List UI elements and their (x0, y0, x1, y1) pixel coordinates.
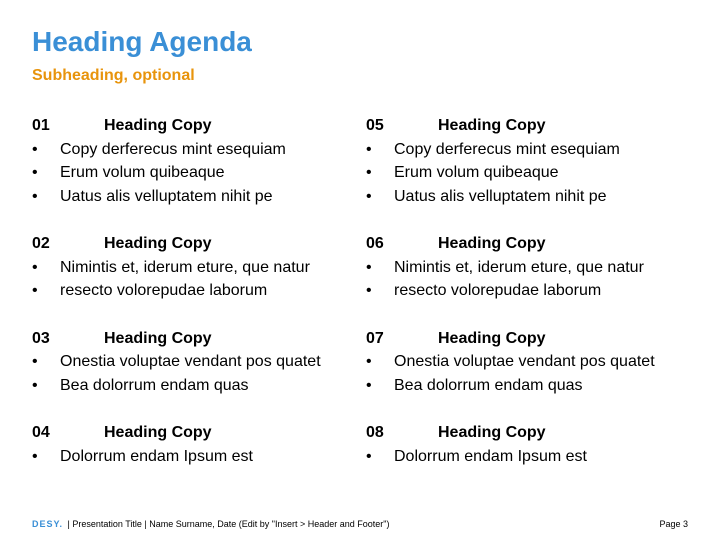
agenda-bullet-text: Erum volum quibeaque (394, 164, 559, 181)
agenda-item-number: 02 (32, 235, 50, 252)
agenda-item-heading: Heading Copy (438, 235, 546, 252)
bullet-icon: • (32, 140, 38, 158)
bullet-icon: • (32, 376, 38, 394)
agenda-item-heading: Heading Copy (104, 424, 212, 441)
agenda-item-number: 03 (32, 329, 50, 347)
agenda-bullet-text: Nimintis et, iderum eture, que natur (60, 258, 310, 276)
page-number: Page 3 (659, 519, 688, 529)
agenda-bullet-text: Erum volum quibeaque (60, 164, 225, 181)
bullet-icon: • (366, 282, 372, 299)
footer-text: | Presentation Title | Name Surname, Date (Edit by "Insert > Header and Footer") (67, 519, 390, 529)
agenda-bullet-text: resecto volorepudae laborum (60, 282, 268, 299)
bullet-icon: • (366, 353, 372, 370)
agenda-bullet-text: Uatus alis velluptatem nihit pe (60, 187, 273, 205)
footer (32, 516, 390, 532)
bullet-icon: • (32, 258, 38, 276)
agenda-bullet-text: Dolorrum endam Ipsum est (60, 447, 253, 465)
agenda-bullet-text: Bea dolorrum endam quas (60, 376, 249, 394)
agenda-bullet-text: resecto volorepudae laborum (394, 282, 602, 299)
bullet-icon: • (366, 140, 372, 158)
bullet-icon: • (32, 353, 38, 370)
agenda-bullet-text: Onestia voluptae vendant pos quatet (60, 353, 321, 370)
agenda-bullet-text: Nimintis et, iderum eture, que natur (394, 258, 644, 276)
agenda-item-heading: Heading Copy (104, 329, 212, 347)
agenda-bullet-text: Bea dolorrum endam quas (394, 376, 583, 394)
agenda-bullet-text: Copy derferecus mint esequiam (394, 140, 620, 158)
bullet-icon: • (32, 187, 38, 205)
bullet-icon: • (366, 376, 372, 394)
bullet-icon: • (32, 447, 38, 465)
bullet-icon: • (32, 164, 38, 181)
agenda-item-heading: Heading Copy (438, 424, 546, 441)
agenda-item-number: 04 (32, 424, 50, 441)
page-title: Heading Agenda (32, 26, 252, 57)
agenda-item-number: 01 (32, 117, 50, 134)
agenda-item-number: 08 (366, 424, 384, 441)
agenda-bullet-text: Dolorrum endam Ipsum est (394, 447, 587, 465)
agenda-item-heading: Heading Copy (438, 117, 546, 134)
bullet-icon: • (366, 187, 372, 205)
bullet-icon: • (32, 282, 38, 299)
agenda-item-number: 06 (366, 235, 384, 252)
agenda-bullet-text: Copy derferecus mint esequiam (60, 140, 286, 158)
bullet-icon: • (366, 447, 372, 465)
bullet-icon: • (366, 258, 372, 276)
agenda-item-number: 07 (366, 329, 384, 347)
agenda-item-heading: Heading Copy (104, 117, 212, 134)
desy-logo: DESY. (32, 519, 64, 529)
agenda-item-heading: Heading Copy (104, 235, 212, 252)
page-subtitle: Subheading, optional (32, 67, 195, 84)
bullet-icon: • (366, 164, 372, 181)
agenda-bullet-text: Onestia voluptae vendant pos quatet (394, 353, 655, 370)
agenda-item-heading: Heading Copy (438, 329, 546, 347)
agenda-item-number: 05 (366, 117, 384, 134)
agenda-bullet-text: Uatus alis velluptatem nihit pe (394, 187, 607, 205)
